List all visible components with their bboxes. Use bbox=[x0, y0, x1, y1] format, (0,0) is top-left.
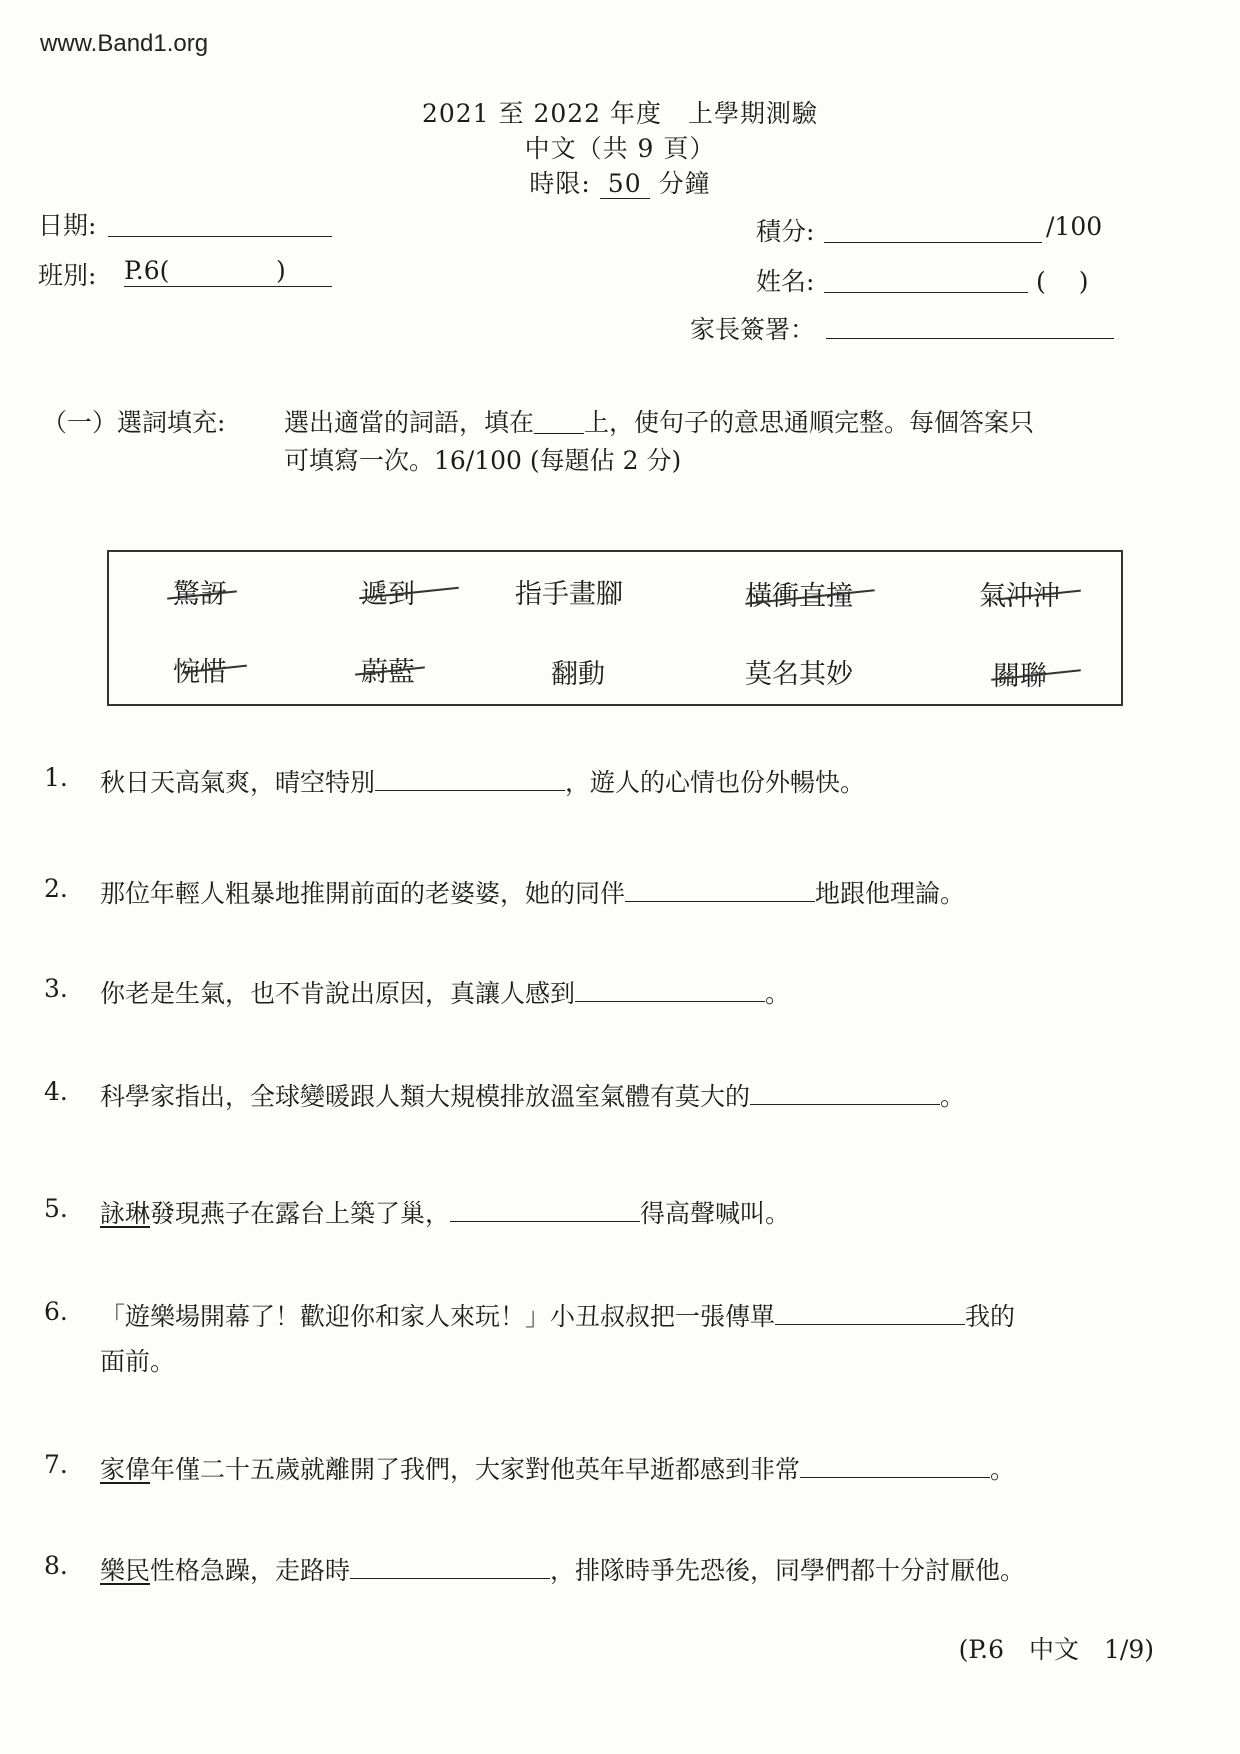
word-bank-item: 指手畫腳 bbox=[515, 579, 623, 610]
question-number: 6. bbox=[44, 1297, 68, 1326]
date-line[interactable] bbox=[108, 236, 332, 237]
question-text: 。 bbox=[990, 1455, 1016, 1484]
question-text: 地跟他理論。 bbox=[815, 879, 966, 908]
question-number: 8. bbox=[44, 1551, 68, 1580]
question-number: 4. bbox=[44, 1077, 68, 1106]
section-label: （一）選詞填充: bbox=[42, 408, 226, 437]
word-bank-item: 關聯 bbox=[993, 661, 1047, 692]
class-line[interactable] bbox=[124, 286, 332, 287]
question-text: 性格急躁，走路時 bbox=[150, 1556, 351, 1585]
person-name: 樂民 bbox=[100, 1556, 151, 1585]
time-value: 50 bbox=[600, 170, 650, 199]
question-text: 得高聲喊叫。 bbox=[640, 1199, 791, 1228]
question-text: ，排隊時爭先恐後，同學們都十分討厭他。 bbox=[550, 1556, 1026, 1585]
page-footer: (P.6 中文 1/9) bbox=[958, 1635, 1154, 1664]
exam-time-limit bbox=[0, 164, 1240, 200]
class-label: 班別: bbox=[38, 261, 97, 290]
word-bank-item: 橫衝直撞 bbox=[745, 581, 853, 612]
answer-blank[interactable] bbox=[800, 1455, 990, 1478]
word-bank-box bbox=[107, 550, 1123, 706]
answer-blank[interactable] bbox=[775, 1302, 965, 1325]
class-close: ) bbox=[276, 256, 286, 285]
exam-title: 2021 至 2022 年度 上學期測驗 bbox=[421, 99, 819, 128]
word-bank-item: 遞到 bbox=[361, 579, 415, 610]
parent-signature-label: 家長簽署： bbox=[690, 315, 816, 344]
answer-blank[interactable] bbox=[625, 879, 815, 902]
word-bank-item: 翻動 bbox=[551, 659, 605, 690]
question-text: 發現燕子在露台上築了巢， bbox=[150, 1199, 451, 1228]
question-text: 。 bbox=[940, 1082, 966, 1111]
word-bank-item: 驚訝 bbox=[173, 579, 227, 610]
watermark-text: www.Band1.org bbox=[40, 30, 209, 57]
date-label: 日期: bbox=[38, 211, 97, 240]
question-number: 5. bbox=[44, 1194, 68, 1223]
word-bank-item: 惋惜 bbox=[173, 657, 227, 688]
time-label: 時限: bbox=[529, 169, 591, 198]
class-value: P.6( bbox=[124, 256, 170, 285]
section-instruction-1: 選出適當的詞語，填在＿＿上，使句子的意思通順完整。每個答案只 bbox=[284, 408, 1035, 437]
question-text: ，遊人的心情也份外暢快。 bbox=[565, 768, 866, 797]
question-number: 3. bbox=[44, 974, 68, 1003]
answer-blank[interactable] bbox=[750, 1082, 940, 1105]
section-instruction-2: 可填寫一次。16/100 (每題佔 2 分) bbox=[284, 446, 682, 475]
name-line[interactable] bbox=[824, 292, 1028, 293]
word-bank-item: 氣沖沖 bbox=[979, 581, 1060, 612]
question-number: 1. bbox=[44, 763, 68, 792]
exam-subject: 中文（共 9 頁） bbox=[524, 134, 716, 163]
question-text: 你老是生氣，也不肯說出原因，真讓人感到 bbox=[100, 979, 576, 1008]
question-text: 科學家指出，全球變暖跟人類大規模排放溫室氣體有莫大的 bbox=[100, 1082, 751, 1111]
question-text: 那位年輕人粗暴地推開前面的老婆婆，她的同伴 bbox=[100, 879, 626, 908]
parent-signature-line[interactable] bbox=[826, 338, 1114, 339]
answer-blank[interactable] bbox=[375, 768, 565, 791]
person-name: 詠琳 bbox=[100, 1199, 151, 1228]
score-line[interactable] bbox=[824, 242, 1042, 243]
question-text: 年僅二十五歲就離開了我們，大家對他英年早逝都感到非常 bbox=[150, 1455, 801, 1484]
name-label: 姓名: bbox=[756, 267, 815, 296]
question-text: 。 bbox=[765, 979, 791, 1008]
question-text: 我的 bbox=[965, 1302, 1016, 1331]
word-bank-item: 蔚藍 bbox=[361, 657, 415, 688]
score-total: /100 bbox=[1046, 212, 1103, 241]
question-text: 「遊樂場開幕了！歡迎你和家人來玩！」小丑叔叔把一張傳單 bbox=[100, 1302, 776, 1331]
score-label: 積分: bbox=[756, 217, 815, 246]
question-number: 7. bbox=[44, 1450, 68, 1479]
answer-blank[interactable] bbox=[450, 1199, 640, 1222]
word-bank-item: 莫名其妙 bbox=[745, 659, 853, 690]
answer-blank[interactable] bbox=[575, 979, 765, 1002]
question-number: 2. bbox=[44, 874, 68, 903]
name-class-number: ( ) bbox=[1036, 267, 1089, 296]
question-text: 秋日天高氣爽，晴空特別 bbox=[100, 768, 376, 797]
answer-blank[interactable] bbox=[350, 1556, 550, 1579]
question-text-continued: 面前。 bbox=[100, 1347, 176, 1376]
person-name: 家偉 bbox=[100, 1455, 151, 1484]
time-unit: 分鐘 bbox=[658, 169, 711, 198]
